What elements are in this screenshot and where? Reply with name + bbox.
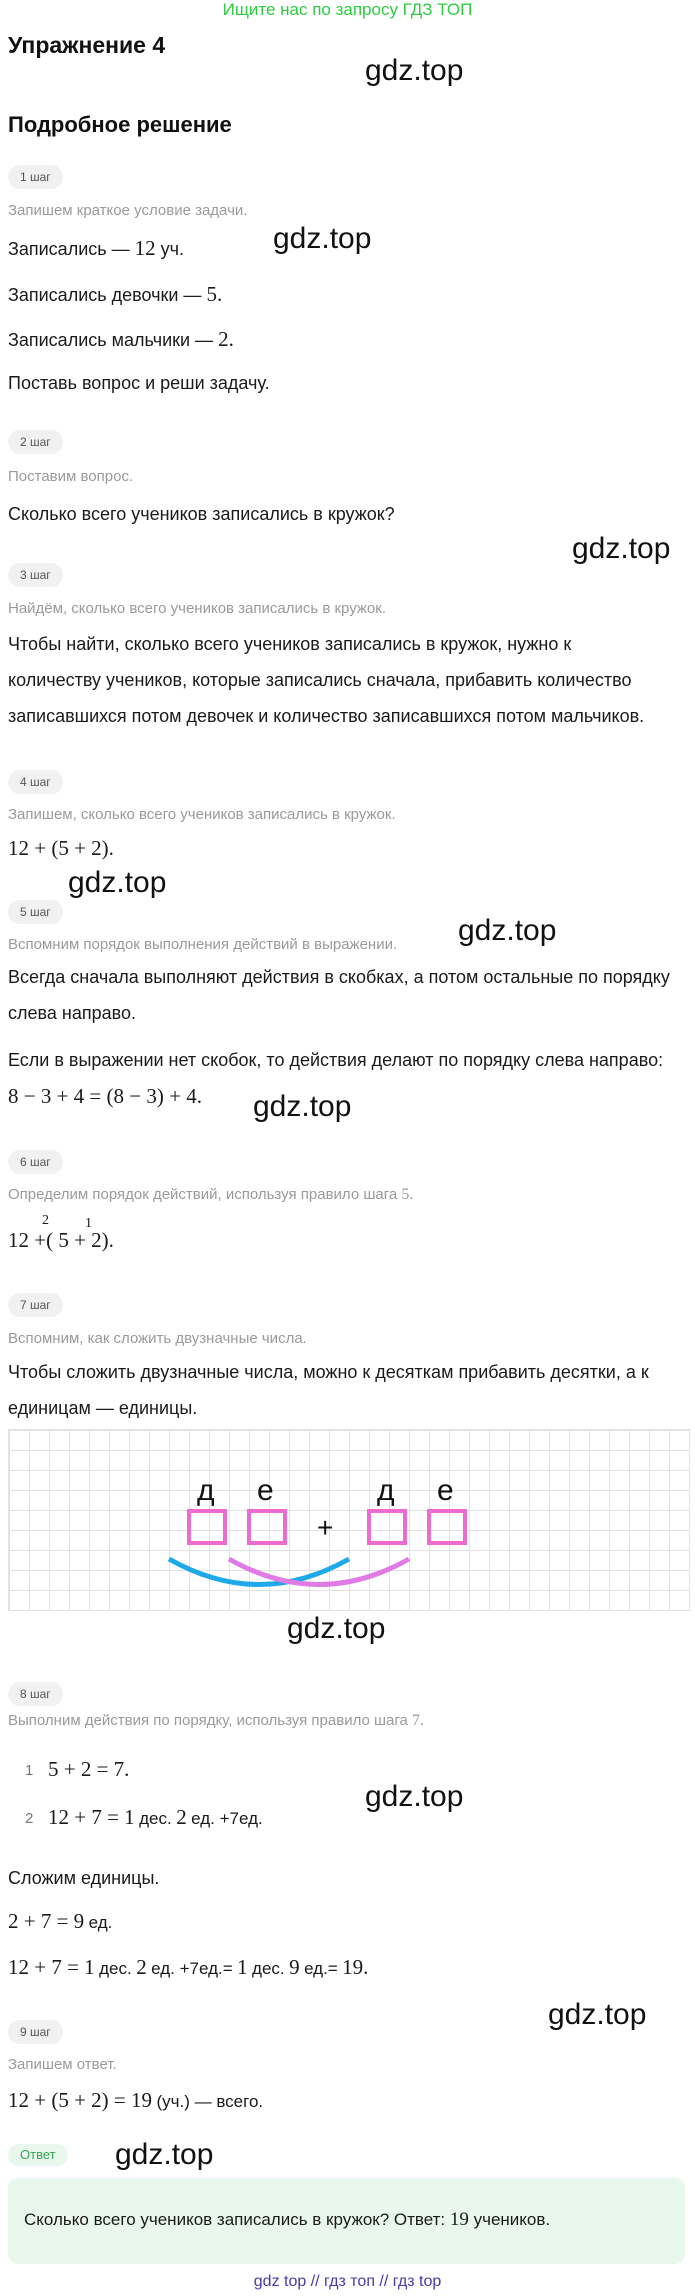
unit: дес.: [99, 1959, 132, 1978]
number: 5.: [401, 1186, 414, 1203]
tens-letter-2: д: [377, 1474, 395, 1507]
list-number: 1: [25, 1762, 34, 1779]
paragraph-line: записавшихся потом девочек и количество записавшихся потом мальчиков.: [8, 706, 645, 726]
expr-part: 2: [176, 1805, 187, 1829]
paragraph-line: единицам — единицы.: [8, 1398, 198, 1418]
units-letter-1: е: [257, 1474, 274, 1507]
plus-sign: +: [317, 1512, 334, 1543]
number: 12: [134, 236, 156, 260]
paragraph-line: Чтобы найти, сколько всего учеников записались в кружок, нужно к: [8, 634, 572, 654]
expression: 8 − 3 + 4 = (8 − 3) + 4.: [8, 1084, 202, 1108]
list-number: 2: [25, 1810, 34, 1827]
watermark: gdz.top: [365, 54, 464, 87]
order-mark-1: 1: [85, 1216, 92, 1231]
text: Записались —: [8, 239, 130, 259]
step-badge-2: 2 шаг: [8, 430, 63, 454]
unit: ед. +7ед.: [191, 1809, 263, 1828]
text: Определим порядок действий, используя правило шага: [8, 1186, 398, 1203]
text: Выполним действия по порядку, используя правило шага: [8, 1712, 408, 1729]
answer-text-part: Сколько всего учеников записались в кружок? Ответ:: [24, 2210, 446, 2229]
diagram-arcs: [9, 1430, 689, 1610]
number: 7.: [412, 1712, 425, 1729]
expr-part: 2 + 7 = 9: [8, 1909, 85, 1933]
page-title: Упражнение 4: [8, 32, 166, 58]
watermark: gdz.top: [68, 866, 167, 899]
step-hint-2: Поставим вопрос.: [8, 468, 134, 485]
unit: дес.: [252, 1959, 285, 1978]
expr-part: 1: [237, 1955, 248, 1979]
rule-paragraph: [8, 959, 693, 1031]
full-calculation: [8, 1955, 368, 1980]
step-badge-8: 8 шаг: [8, 1682, 63, 1706]
step-hint-6: [8, 1186, 413, 1204]
expression: 12 + (5 + 2).: [8, 836, 114, 860]
watermark: gdz.top: [365, 1780, 464, 1813]
question-text: Сколько всего учеников записались в кружок?: [8, 504, 395, 524]
answer-text-part: учеников.: [473, 2210, 551, 2229]
expr-part: 12 +: [8, 1228, 47, 1252]
tens-units-diagram: [8, 1429, 690, 1611]
expr-part: 2: [136, 1955, 147, 1979]
watermark: gdz.top: [548, 1998, 647, 2031]
paragraph-line: слева направо.: [8, 1003, 136, 1023]
expr-part: ( 5: [46, 1228, 69, 1252]
step-hint-7: Вспомним, как сложить двузначные числа.: [8, 1330, 307, 1347]
unit: ед. +7ед.=: [151, 1959, 233, 1978]
condition-line-3: [8, 327, 234, 352]
step-hint-8: [8, 1712, 424, 1730]
rule-paragraph: [8, 1354, 693, 1426]
watermark: gdz.top: [253, 1090, 352, 1123]
footer-links[interactable]: gdz top // гдз топ // гдз top: [253, 2273, 442, 2290]
step-hint-3: Найдём, сколько всего учеников записались в кружок.: [8, 600, 386, 617]
paragraph-line: Чтобы сложить двузначные числа, можно к десяткам прибавить десятки, а к: [8, 1362, 649, 1382]
step-badge-4: 4 шаг: [8, 770, 63, 794]
number: 2.: [218, 327, 234, 351]
units-box-2: [427, 1509, 467, 1545]
step-hint-4: Запишем, сколько всего учеников записались в кружок.: [8, 806, 396, 823]
step-badge-5: 5 шаг: [8, 900, 63, 924]
watermark: gdz.top: [115, 2138, 214, 2171]
tens-box-2: [367, 1509, 407, 1545]
step-hint-5: Вспомним порядок выполнения действий в выражении.: [8, 936, 398, 953]
unit: ед.: [88, 1913, 113, 1932]
watermark: gdz.top: [572, 532, 671, 565]
answer-badge: Ответ: [8, 2144, 68, 2166]
number: 5.: [206, 282, 223, 306]
watermark: gdz.top: [273, 222, 372, 255]
expr-part: 12 + 7 = 1: [8, 1955, 95, 1979]
units-box-1: [247, 1509, 287, 1545]
expr-text: (уч.) — всего.: [156, 2092, 264, 2111]
step-hint-9: Запишем ответ.: [8, 2056, 117, 2073]
expr-part: 9: [289, 1955, 300, 1979]
task-instruction: Поставь вопрос и реши задачу.: [8, 373, 270, 393]
expression-order: [8, 1228, 114, 1253]
unit: уч.: [160, 239, 185, 259]
unit: дес.: [139, 1809, 172, 1828]
answer-number: 19: [449, 2209, 469, 2230]
expr-part: 19.: [342, 1955, 369, 1979]
final-expression: [8, 2088, 263, 2113]
condition-line-2: [8, 282, 222, 307]
answer-text: [24, 2209, 550, 2231]
step-badge-1: 1 шаг: [8, 165, 63, 189]
units-sum: [8, 1909, 112, 1934]
order-mark-2: 2: [42, 1213, 49, 1228]
solution-heading: Подробное решение: [8, 112, 232, 137]
expr-part: 12 + (5 + 2) = 19: [8, 2088, 153, 2112]
expr-part: 12 + 7 = 1: [48, 1805, 135, 1829]
condition-line-1: [8, 236, 184, 261]
action-1: 5 + 2 = 7.: [48, 1757, 130, 1781]
subsection-title: Сложим единицы.: [8, 1868, 160, 1888]
step-badge-9: 9 шаг: [8, 2020, 63, 2044]
tens-letter-1: д: [197, 1474, 215, 1507]
text: Записались девочки —: [8, 285, 202, 305]
step-badge-6: 6 шаг: [8, 1150, 63, 1174]
paragraph-line: Всегда сначала выполняют действия в скобках, а потом остальные по порядку: [8, 967, 670, 987]
expr-part: + 2).: [74, 1228, 114, 1252]
watermark: gdz.top: [458, 914, 557, 947]
top-search-link[interactable]: Ищите нас по запросу ГДЗ ТОП: [222, 0, 473, 19]
watermark: gdz.top: [287, 1612, 386, 1645]
paragraph-line: количеству учеников, которые записались сначала, прибавить количество: [8, 670, 632, 690]
rule-line: Если в выражении нет скобок, то действия делают по порядку слева направо:: [8, 1050, 664, 1070]
step-badge-3: 3 шаг: [8, 563, 63, 587]
explanation-paragraph: [8, 626, 693, 734]
step-hint-1: Запишем краткое условие задачи.: [8, 202, 248, 219]
step-badge-7: 7 шаг: [8, 1293, 63, 1317]
action-2: [48, 1805, 263, 1830]
unit: ед.=: [304, 1959, 338, 1978]
tens-box-1: [187, 1509, 227, 1545]
text: Записались мальчики —: [8, 330, 214, 350]
units-letter-2: е: [437, 1474, 454, 1507]
